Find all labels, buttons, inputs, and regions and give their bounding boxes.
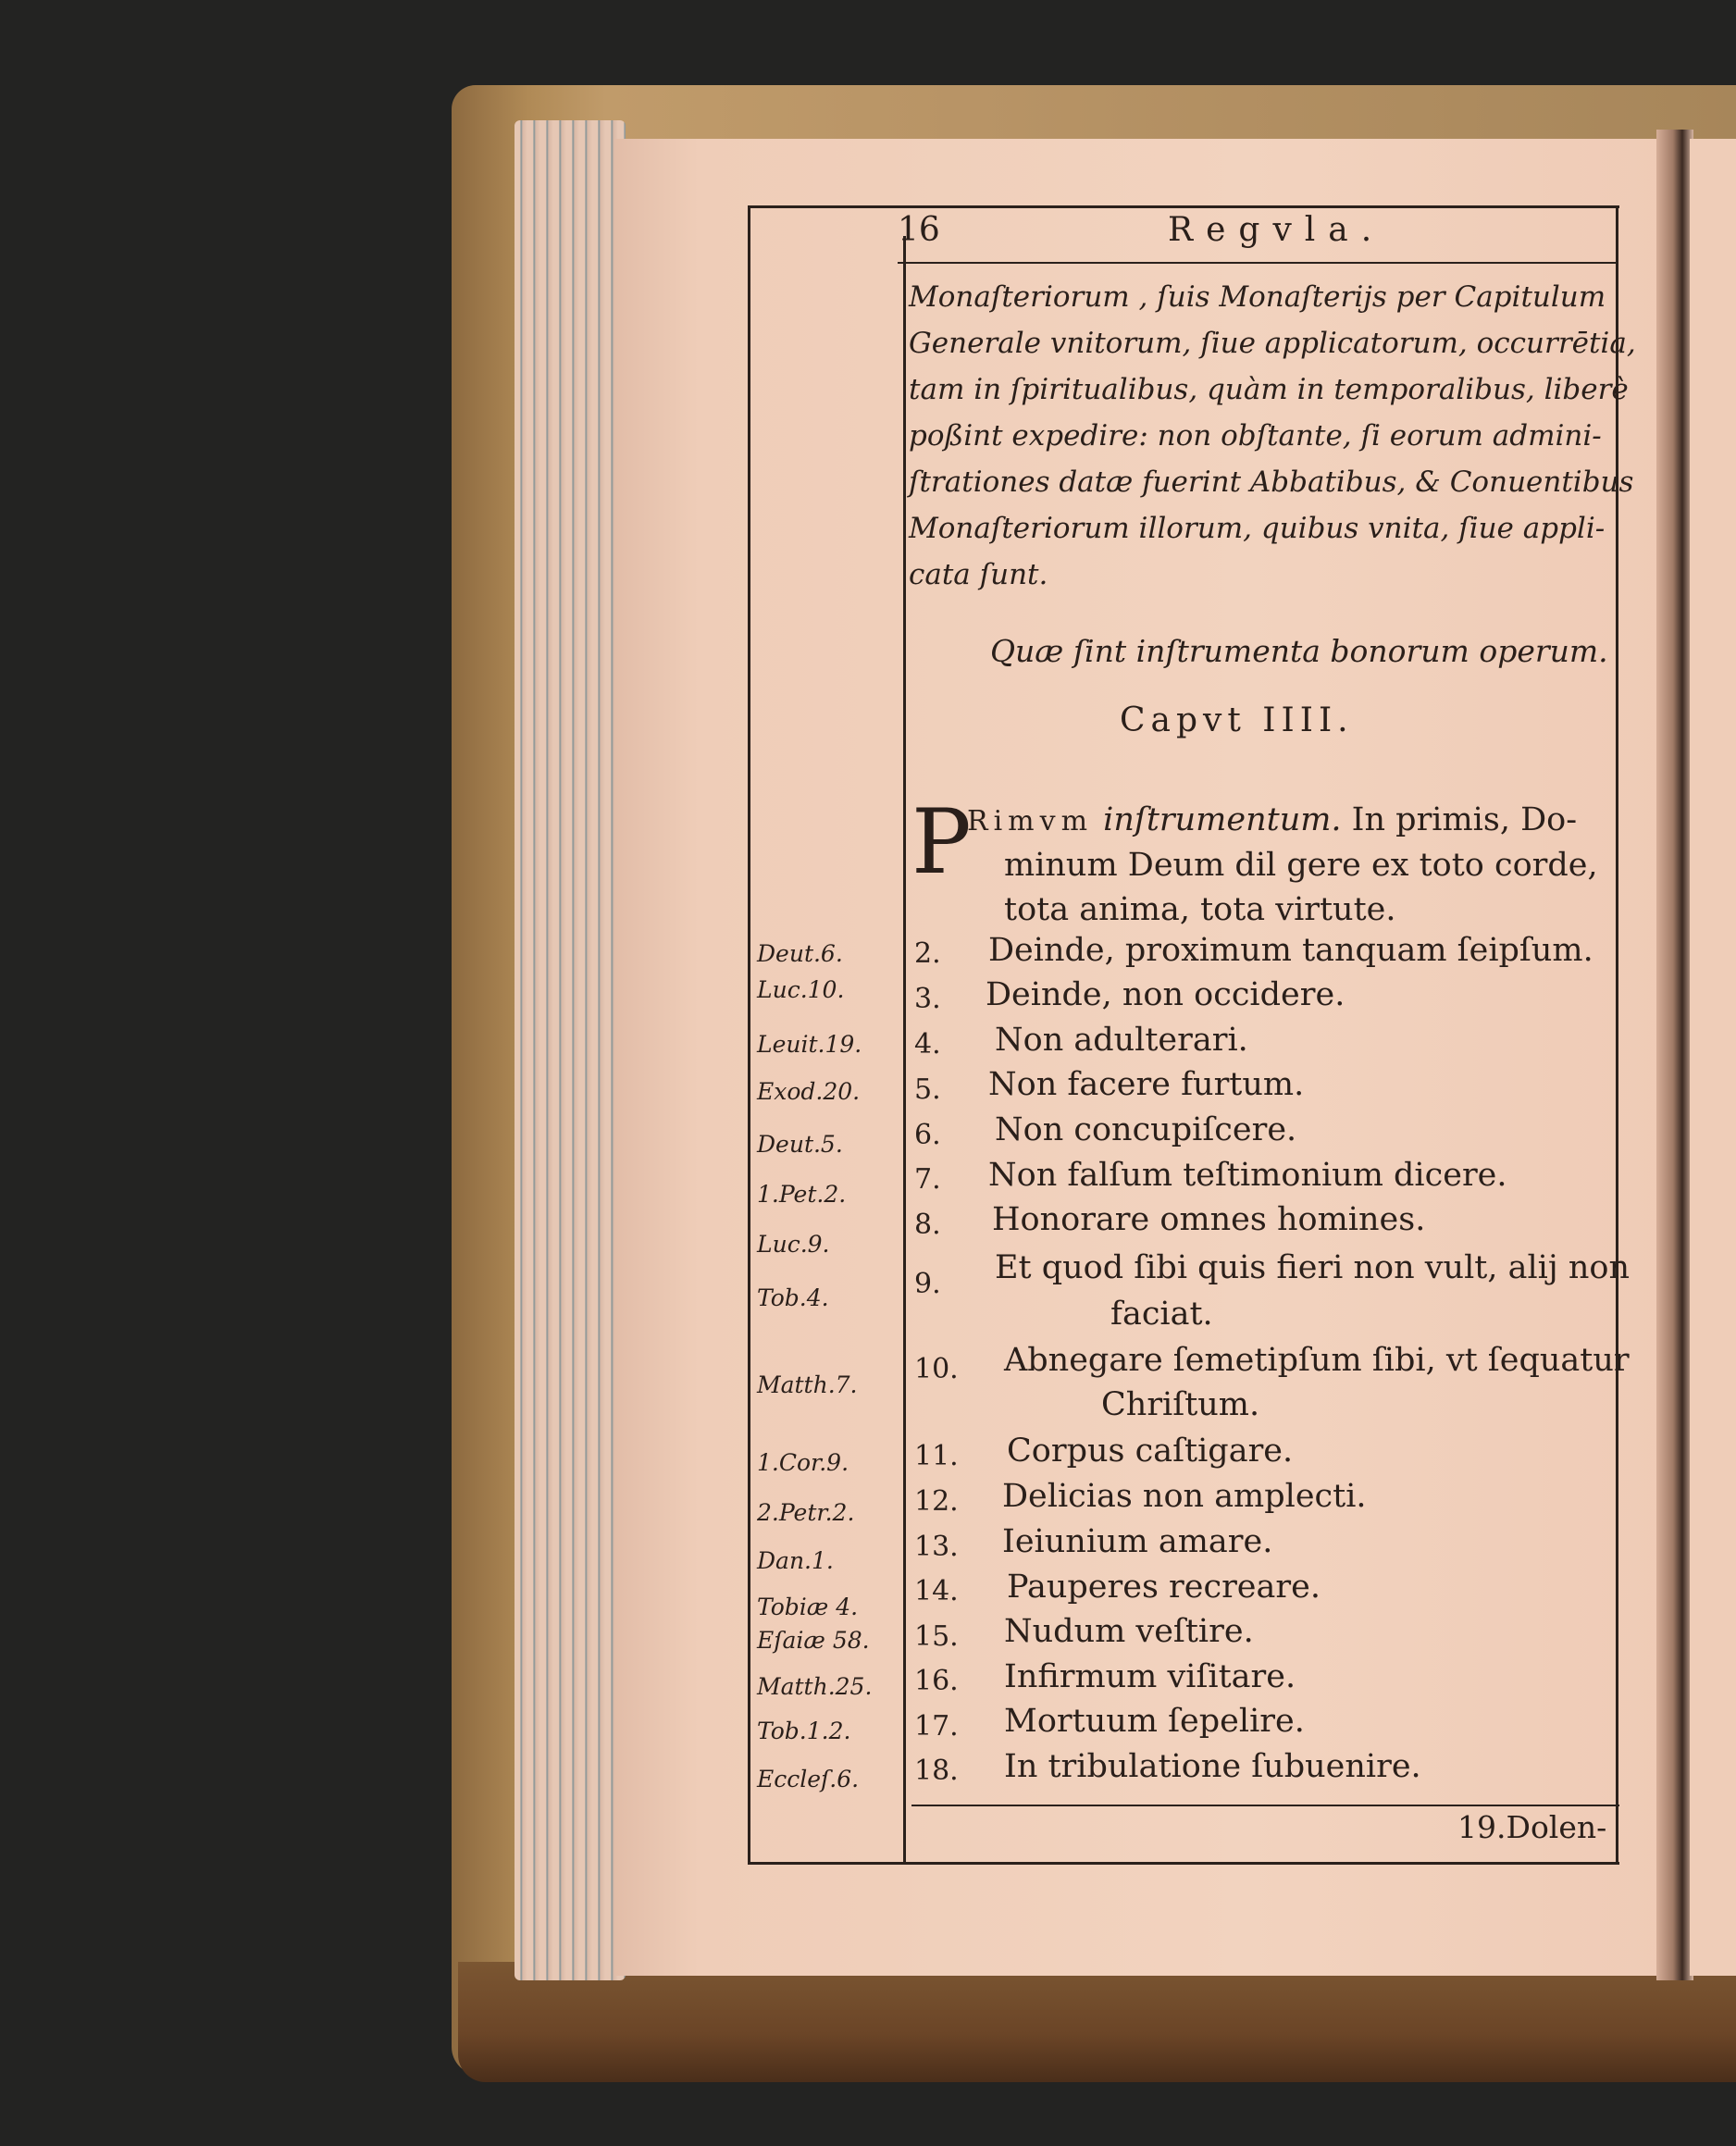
item-number: 18.: [914, 1755, 959, 1787]
item-text: Delicias non amplecti.: [1002, 1478, 1367, 1515]
frame-rule-top: [748, 205, 1619, 208]
item-text: Et quod ſibi quis fieri non vult, alij non: [995, 1249, 1630, 1286]
right-page-edge: [1690, 139, 1736, 1976]
item-text: Non falſum teſtimonium dicere.: [988, 1157, 1507, 1194]
margin-reference: Eſaiæ 58.: [757, 1627, 870, 1654]
margin-reference: Eccleſ.6.: [757, 1766, 860, 1792]
first-item-smallcaps: Rimvm: [967, 805, 1094, 837]
margin-reference: 1.Cor.9.: [757, 1449, 849, 1476]
item-number: 11.: [914, 1440, 959, 1472]
margin-reference: Exod.20.: [757, 1078, 861, 1105]
first-item-line-2: minum Deum dil gere ex toto corde,: [1004, 847, 1598, 884]
item-number: 3.: [914, 983, 941, 1015]
margin-reference: Dan.1.: [757, 1547, 834, 1574]
chapter-title: Capvt IIII.: [1120, 701, 1354, 739]
item-text: Non adulterari.: [995, 1022, 1248, 1059]
margin-reference: Matth.7.: [757, 1371, 858, 1398]
first-item-text: In primis, Do-: [1341, 801, 1578, 838]
item-continuation: faciat.: [1110, 1296, 1213, 1333]
margin-reference: 2.Petr.2.: [757, 1499, 855, 1526]
item-number: 16.: [914, 1665, 959, 1697]
item-text: Honorare omnes homines.: [992, 1201, 1426, 1238]
drop-cap: P: [911, 790, 972, 894]
item-text: Non facere furtum.: [988, 1066, 1305, 1103]
continuation-paragraph: [909, 274, 1636, 598]
item-number: 12.: [914, 1485, 959, 1518]
item-text: Mortuum ſepelire.: [1004, 1703, 1305, 1740]
paragraph-line: poßint expedire: non obſtante, ſi eorum admini-: [909, 419, 1602, 453]
item-text: Corpus caſtigare.: [1007, 1433, 1294, 1470]
margin-reference: 1.Pet.2.: [757, 1181, 847, 1208]
item-text: Deinde, proximum tanquam ſeipſum.: [988, 932, 1593, 969]
margin-reference: Matth.25.: [757, 1673, 873, 1700]
margin-reference: Luc.9.: [757, 1231, 830, 1258]
margin-reference: Luc.10.: [757, 976, 845, 1003]
item-number: 9.: [914, 1268, 941, 1300]
frame-rule-left: [748, 205, 750, 1862]
margin-reference: Deut.6.: [757, 940, 843, 967]
running-head: Regvla.: [1168, 211, 1385, 249]
item-text: Pauperes recreare.: [1007, 1569, 1321, 1606]
item-text: Ieiunium amare.: [1002, 1523, 1273, 1560]
paragraph-line: Monaſteriorum , ſuis Monaſterijs per Capitulum: [909, 280, 1606, 314]
item-text: Deinde, non occidere.: [986, 976, 1345, 1013]
first-item-italic: inſtrumentum.: [1093, 801, 1342, 838]
item-number: 17.: [914, 1710, 959, 1743]
item-number: 15.: [914, 1620, 959, 1653]
item-number: 5.: [914, 1073, 941, 1106]
item-number: 7.: [914, 1163, 941, 1196]
frame-rule-bottom: [748, 1862, 1619, 1865]
margin-reference: Tob.4.: [757, 1284, 829, 1311]
item-text: Nudum veſtire.: [1004, 1613, 1254, 1650]
first-item-line-1: [967, 801, 1577, 838]
margin-reference: Deut.5.: [757, 1131, 843, 1158]
paragraph-line: ſtrationes datæ fuerint Abbatibus, & Conuentibus: [909, 465, 1634, 499]
item-number: 13.: [914, 1531, 959, 1563]
margin-column-rule: [903, 236, 906, 1865]
header-rule: [898, 262, 1616, 264]
item-number: 4.: [914, 1028, 941, 1061]
first-item-line-3: tota anima, tota virtute.: [1004, 891, 1396, 928]
item-text: Infirmum viſitare.: [1004, 1658, 1296, 1695]
item-number: 2.: [914, 937, 941, 970]
item-number: 14.: [914, 1575, 959, 1607]
item-number: 8.: [914, 1209, 941, 1241]
item-text: Non concupiſcere.: [995, 1111, 1297, 1148]
item-text: Abnegare ſemetipſum ſibi, vt ſequatur: [1004, 1342, 1630, 1379]
item-number: 6.: [914, 1119, 941, 1151]
paragraph-line: cata ſunt.: [909, 558, 1048, 591]
margin-reference: Tob.1.2.: [757, 1718, 851, 1744]
catchword: 19.Dolen-: [1457, 1809, 1607, 1845]
chapter-heading: Quæ ſint inſtrumenta bonorum operum.: [990, 633, 1608, 669]
item-text: In tribulatione ſubuenire.: [1004, 1748, 1421, 1785]
footer-rule: [911, 1805, 1619, 1806]
margin-reference: Leuit.19.: [757, 1031, 862, 1058]
book-gutter: [1656, 130, 1693, 1980]
book-cover-edge: [458, 1962, 1736, 2082]
paragraph-line: Monaſteriorum illorum, quibus vnita, ſiue appli-: [909, 512, 1606, 545]
item-number: 10.: [914, 1353, 959, 1385]
item-continuation: Chriſtum.: [1101, 1386, 1260, 1423]
page-edges: [515, 120, 626, 1980]
page-number: 16: [898, 211, 940, 249]
paragraph-line: Generale vnitorum, ſiue applicatorum, occurrētia,: [909, 327, 1636, 360]
margin-reference: Tobiæ 4.: [757, 1594, 859, 1620]
paragraph-line: tam in ſpiritualibus, quàm in temporalibus, liberè: [909, 373, 1629, 406]
